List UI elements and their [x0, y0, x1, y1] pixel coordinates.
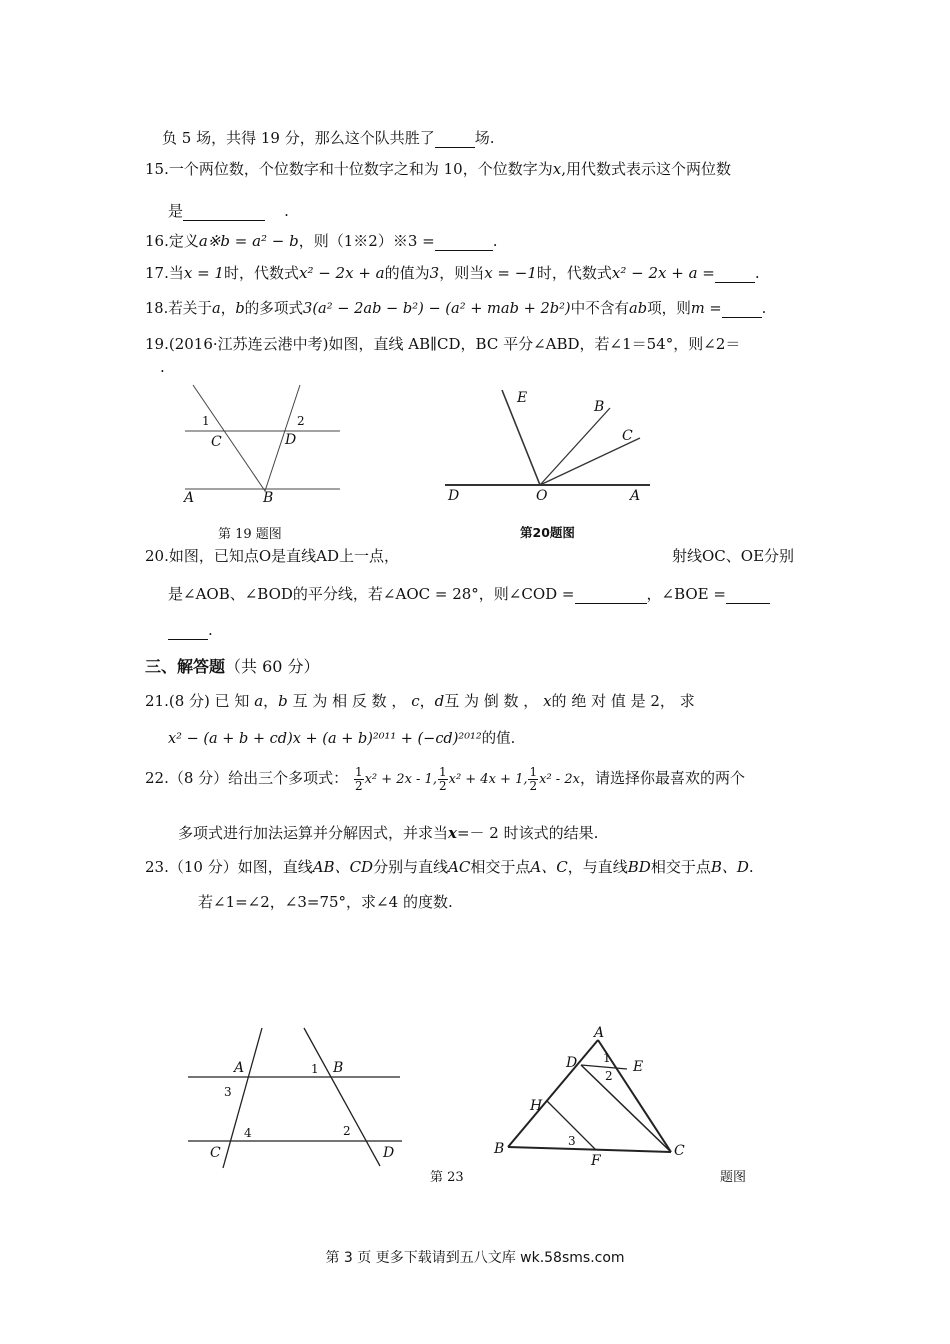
q22-t2: ，请选择你最喜欢的两个 [579, 769, 745, 788]
fig23-line-bd [304, 1028, 380, 1166]
fig20-label-b: B [594, 399, 605, 415]
q23-t5: 相交于点 [650, 858, 711, 876]
tri-line-dc [581, 1065, 671, 1152]
q18-dot: . [761, 300, 767, 317]
q23-s3: A、C [530, 858, 568, 876]
q23-t4: ，与直线 [567, 858, 628, 876]
q17-e1: x² − 2x + a [298, 264, 385, 282]
q21-v1: a [254, 692, 264, 710]
q17-t2: 时，代数式 [223, 264, 299, 282]
q14-text-end: 场. [474, 129, 495, 147]
q16-text-b: ，则（1※2）※3 = [298, 232, 435, 250]
fig23-label-2: 2 [343, 1124, 351, 1138]
frac-num: 1 [354, 765, 363, 779]
frac-den: 2 [529, 778, 538, 793]
q22-t3: 多项式进行加法运算并分解因式，并求当 [178, 824, 449, 842]
q20-t1: 20.如图，已知点O是直线AD上一点， [145, 547, 400, 565]
fig20-ray-oc [540, 438, 640, 485]
q18-v2: b [235, 300, 245, 317]
fig19-label-1: 1 [202, 414, 210, 428]
q21-v2: b [278, 692, 288, 710]
question-20-right [672, 545, 794, 566]
q16-blank [435, 232, 493, 251]
tri-label-h: H [530, 1098, 543, 1114]
q18-expr: 3(a² − 2ab − b²) − (a² + mab + 2b²) [303, 300, 571, 317]
frac-den: 2 [354, 778, 363, 793]
q22-frac-1 [354, 766, 364, 792]
q20-blank-2b [168, 621, 208, 640]
q21-t4: ， [419, 692, 435, 710]
fig19-label-2: 2 [297, 414, 305, 428]
fig23-label-1: 1 [311, 1062, 319, 1076]
fig20-caption: 第20题图 [520, 525, 575, 540]
q21-t6: 的 绝 对 值 是 2， 求 [551, 692, 695, 710]
q14-text: 负 5 场，共得 19 分，那么这个队共胜了 [162, 129, 435, 147]
figure-20 [440, 380, 655, 515]
q23-s4: BD [627, 858, 651, 876]
q20-dot: . [208, 621, 213, 639]
fig23-label-3: 3 [224, 1085, 232, 1099]
tri-side-ab [508, 1040, 598, 1147]
q18-t3: 的多项式 [244, 300, 304, 317]
q17-v: 3 [429, 264, 440, 282]
q21-v4: d [434, 692, 445, 710]
q22-p2: x² + 4x + 1, [448, 772, 528, 788]
question-20 [145, 545, 399, 566]
q20-t4: ，∠BOE = [646, 585, 726, 603]
q18-t4: 中不含有 [570, 300, 630, 317]
q22-t4: =－ 2 时该式的结果. [456, 824, 599, 842]
question-15-line2 [168, 200, 289, 221]
q21-t3: 互 为 相 反 数 ， [292, 692, 407, 710]
question-18 [145, 297, 766, 318]
q17-t3: 的值为 [384, 264, 430, 282]
page-footer: 第 3 页 更多下载请到五八文库 wk.58sms.com [325, 1250, 625, 1266]
q20-blank-2 [726, 585, 770, 604]
fig20-label-a: A [630, 488, 641, 504]
q23-t3: 相交于点 [470, 858, 531, 876]
q17-c2: x = −1 [484, 264, 537, 282]
figure-19 [175, 380, 350, 515]
question-23 [145, 856, 754, 877]
tri-label-b: B [494, 1141, 505, 1157]
section-3-heading [145, 654, 320, 677]
fig20-ray-ob [540, 408, 610, 485]
question-22 [145, 766, 745, 792]
tri-label-e: E [633, 1059, 644, 1075]
figure-23-lines [180, 1020, 410, 1175]
fig19-label-b: B [263, 490, 274, 506]
fig20-label-e: E [517, 390, 528, 406]
fig23-label-c: C [210, 1145, 221, 1161]
fig20-label-d: D [448, 488, 460, 504]
q19-text: 19.(2016·江苏连云港中考)如图，直线 AB∥CD，BC 平分∠ABD，若∠1＝54°，则∠2＝ [145, 335, 741, 353]
q22-t1: 22.（8 分）给出三个多项式： [145, 769, 349, 788]
fig19-caption: 第 19 题图 [218, 527, 282, 542]
q17-t5: 时，代数式 [536, 264, 612, 282]
question-16: 16.定义a※b = a² − b，则（1※2）※3 = . [145, 232, 498, 250]
q21-t1: 21.(8 分) 已 知 [145, 692, 250, 710]
q20-blank-1 [575, 585, 647, 604]
q22-v: x [448, 824, 457, 842]
q23-s1: AB、CD [312, 858, 374, 876]
fig19-line-bc [193, 385, 265, 491]
question-15 [145, 158, 731, 179]
q23-s5: B、D [710, 858, 749, 876]
question-22-line2 [178, 822, 598, 843]
q21-t5: 互 为 倒 数 ， [444, 692, 539, 710]
q23-t6: . [748, 858, 754, 876]
tri-label-2: 2 [605, 1069, 613, 1083]
tri-label-d: D [566, 1055, 578, 1071]
q16-expr: a※b = a² − b [198, 232, 299, 250]
q23-t7: 若∠1=∠2，∠3=75°，求∠4 的度数. [198, 893, 453, 911]
q23-t1: 23.（10 分）如图，直线 [145, 858, 313, 876]
fig19-label-d: D [285, 432, 297, 448]
q22-p1: x² + 2x - 1, [364, 772, 437, 788]
q19-dot: . [160, 358, 165, 376]
question-20-line2 [168, 583, 770, 604]
q15-text: 15.一个两位数，个位数字和十位数字之和为 10，个位数字为 [145, 160, 553, 178]
q18-t5: 项，则 [647, 300, 691, 317]
fig23-caption-left: 第 23 [430, 1170, 464, 1185]
section-3-score: （共 60 分） [225, 657, 320, 676]
q22-frac-2 [438, 766, 448, 792]
q18-v4: m = [690, 300, 722, 317]
q17-e2: x² − 2x + a = [611, 264, 715, 282]
section-3-title: 三、解答题 [145, 657, 226, 676]
q14-blank [435, 129, 475, 148]
q15-blank [183, 202, 265, 221]
q16-text: 16.定义 [145, 232, 199, 250]
frac-num: 1 [438, 765, 447, 779]
fig20-label-c: C [622, 428, 633, 444]
q17-c1: x = 1 [183, 264, 224, 282]
frac-num: 1 [529, 765, 538, 779]
q21-v3: c [411, 692, 420, 710]
q15-var: x [552, 160, 562, 178]
q18-blank [722, 300, 762, 318]
tri-label-a: A [594, 1025, 605, 1041]
fig23-label-d: D [383, 1145, 395, 1161]
q22-frac-3 [528, 766, 538, 792]
q14-tail [162, 127, 495, 148]
q22-p3: x² - 2x [539, 772, 580, 788]
q15-dot: . [284, 202, 289, 220]
figure-23-triangle [488, 1025, 698, 1170]
q21-t2: ， [263, 692, 279, 710]
q23-s2: AC [448, 858, 471, 876]
tri-label-c: C [674, 1143, 685, 1159]
question-21-line2 [168, 727, 515, 748]
frac-den: 2 [438, 778, 447, 793]
q21-t7: 的值. [481, 731, 516, 747]
question-21 [145, 690, 695, 711]
fig23-label-a: A [234, 1060, 245, 1076]
q21-v5: x [543, 692, 552, 710]
q17-blank [715, 264, 755, 283]
q23-t2: 分别与直线 [373, 858, 449, 876]
tri-label-1: 1 [603, 1051, 611, 1065]
q17-t1: 17.当 [145, 264, 184, 282]
question-23-line2 [198, 891, 453, 912]
q18-t2: ， [220, 300, 236, 317]
tri-label-3: 3 [568, 1134, 576, 1148]
tri-label-f: F [591, 1153, 601, 1169]
tri-side-bc [508, 1147, 671, 1152]
fig20-label-o: O [536, 488, 548, 504]
q17-t4: ，则当 [439, 264, 485, 282]
q15-text-b: ,用代数式表示这个两位数 [561, 160, 731, 178]
fig19-label-c: C [211, 434, 222, 450]
question-17: 17.当x = 1时，代数式x² − 2x + a的值为3，则当x = −1时，代数式x² − 2x + a = . [145, 264, 760, 282]
fig23-caption-right: 题图 [720, 1170, 747, 1185]
q18-t1: 18.若关于 [145, 300, 212, 317]
tri-line-de [581, 1065, 627, 1069]
q21-expr: x² − (a + b + cd)x + (a + b)²⁰¹¹ + (−cd)²⁰¹² [168, 731, 482, 747]
q20-t2: 射线OC、OE分别 [672, 547, 795, 565]
fig23-label-b: B [333, 1060, 344, 1076]
q18-v1: a [212, 300, 221, 317]
question-19 [145, 333, 740, 354]
question-20-line3 [168, 621, 213, 640]
fig23-label-4: 4 [244, 1126, 252, 1140]
q18-v3: ab [629, 300, 648, 317]
fig19-label-a: A [184, 490, 195, 506]
q15-text-c: 是 [168, 202, 184, 220]
q20-t3: 是∠AOB、∠BOD的平分线，若∠AOC = 28°，则∠COD = [168, 585, 575, 603]
